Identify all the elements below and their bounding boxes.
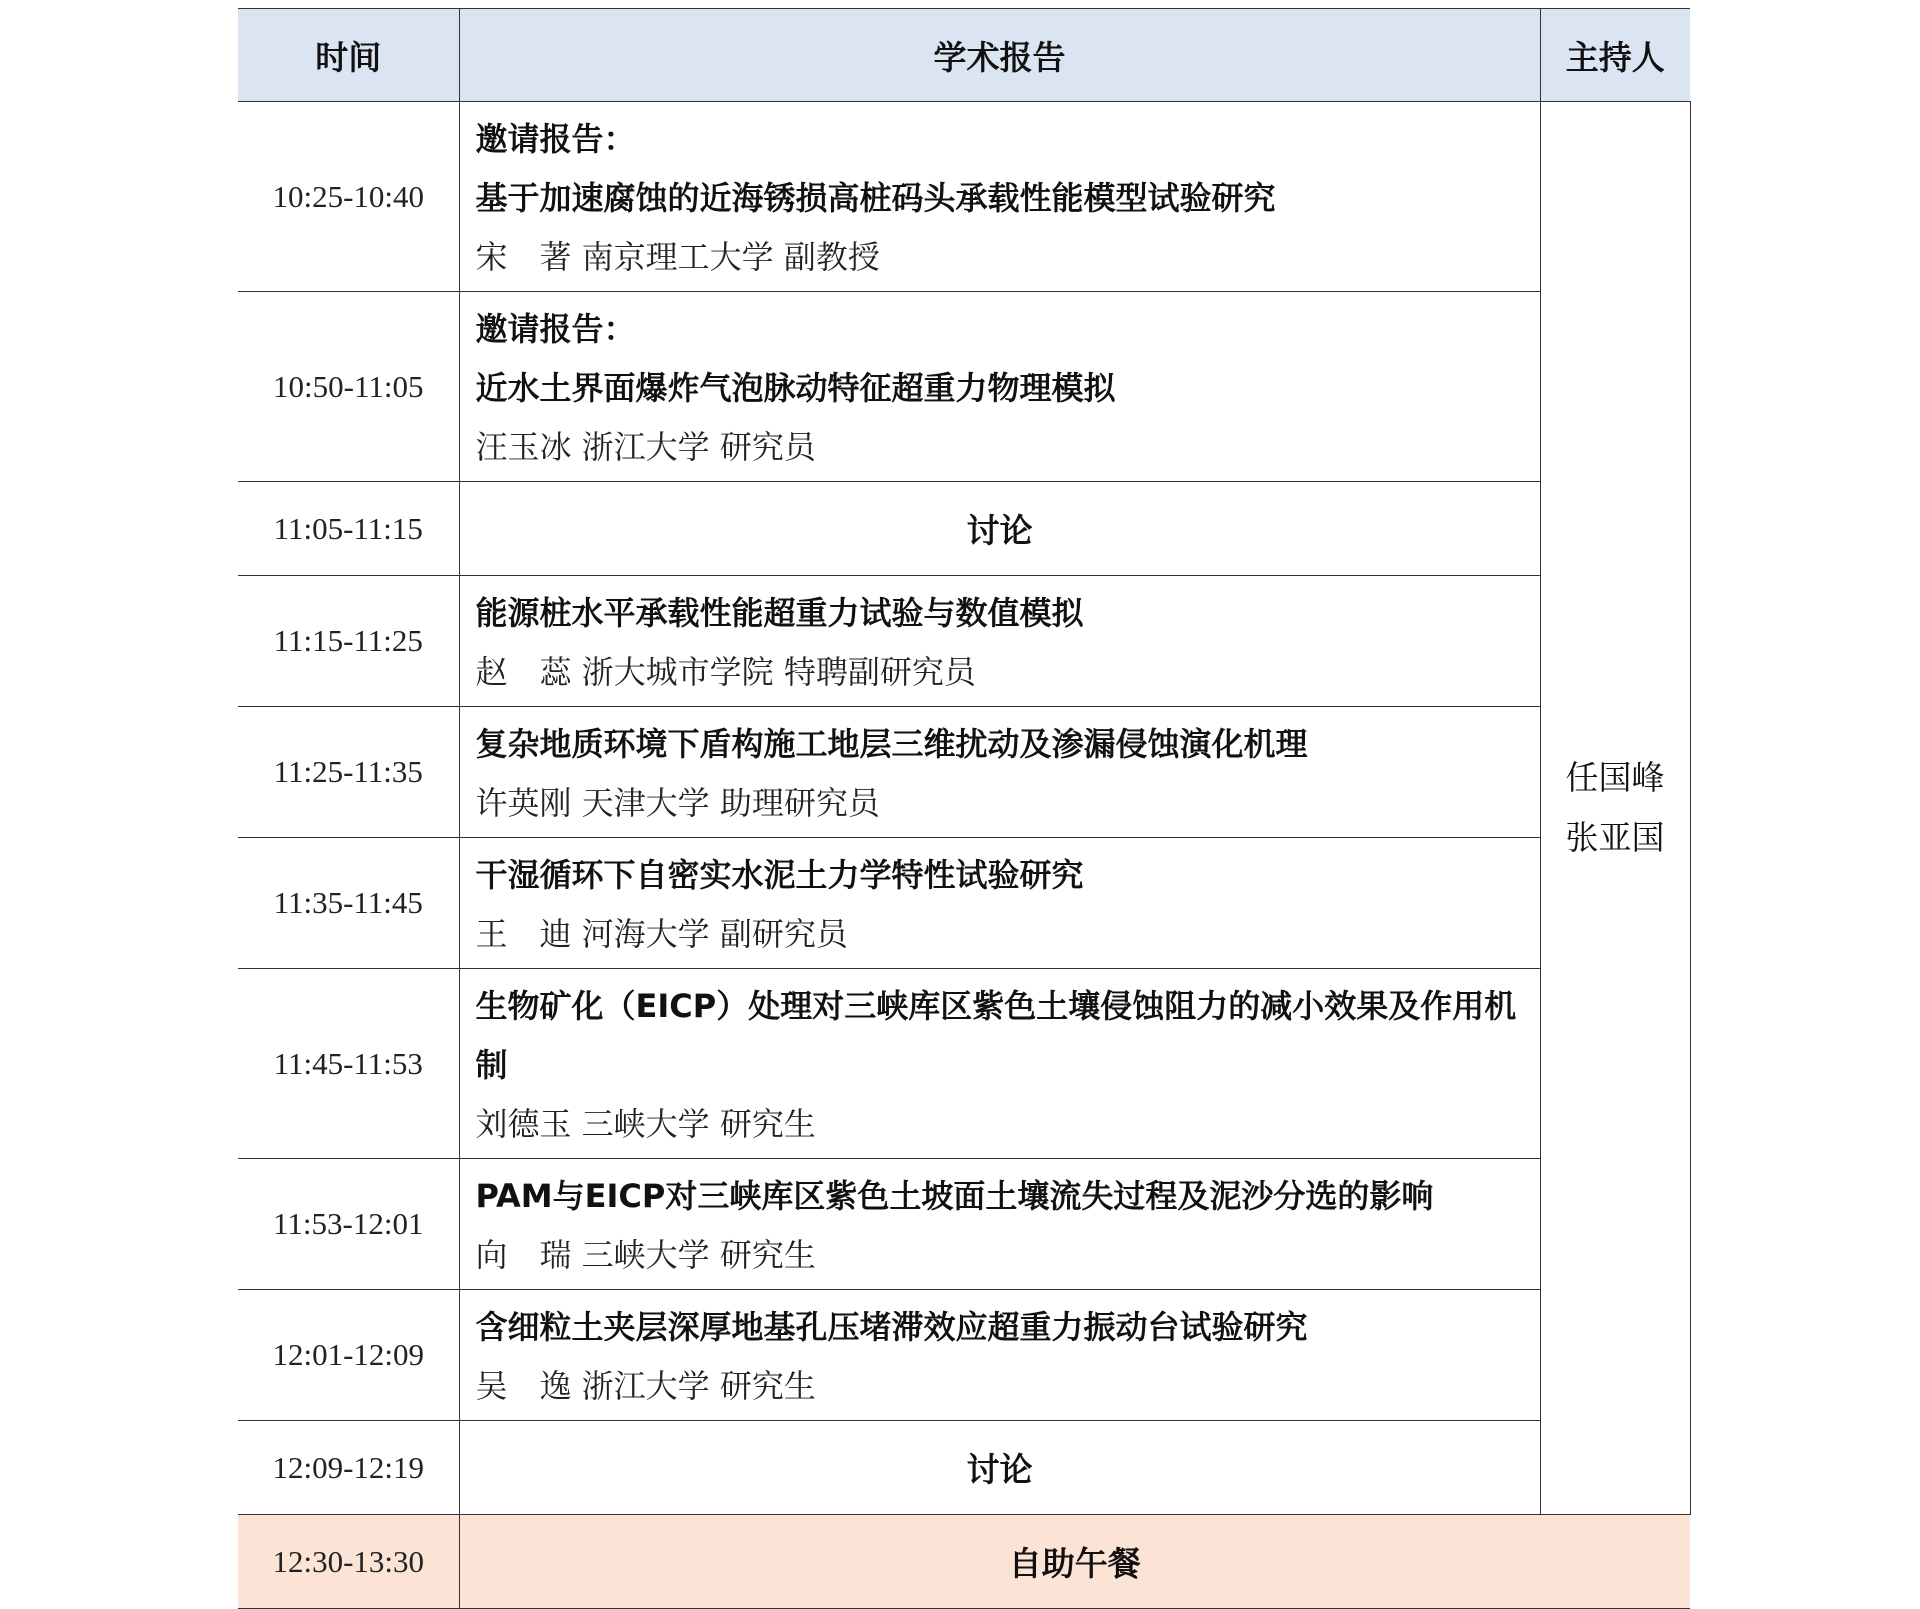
table-row bbox=[238, 1159, 1690, 1290]
time-cell: 12:30-13:30 bbox=[238, 1515, 459, 1609]
speaker-info: 汪玉冰 浙江大学 研究员 bbox=[475, 428, 816, 466]
talk-title: 复杂地质环境下盾构施工地层三维扰动及渗漏侵蚀演化机理 bbox=[475, 725, 1308, 763]
talk-title: 含细粒土夹层深厚地基孔压堵滞效应超重力振动台试验研究 bbox=[475, 1308, 1308, 1346]
talk-cell bbox=[459, 1290, 1540, 1421]
talk-cell bbox=[459, 969, 1540, 1159]
header-host: 主持人 bbox=[1540, 9, 1690, 102]
table-row bbox=[238, 576, 1690, 707]
speaker-info: 向 瑞 三峡大学 研究生 bbox=[475, 1236, 816, 1274]
time-cell: 10:50-11:05 bbox=[238, 292, 459, 482]
time-cell: 11:45-11:53 bbox=[238, 969, 459, 1159]
table-row bbox=[238, 838, 1690, 969]
speaker-info: 赵 蕊 浙大城市学院 特聘副研究员 bbox=[475, 653, 976, 691]
talk-title: 生物矿化（EICP）处理对三峡库区紫色土壤侵蚀阻力的减小效果及作用机制 bbox=[475, 987, 1517, 1084]
talk-cell bbox=[459, 838, 1540, 969]
table-row bbox=[238, 292, 1690, 482]
table-row bbox=[238, 1290, 1690, 1421]
talk-title: 近水土界面爆炸气泡脉动特征超重力物理模拟 bbox=[475, 369, 1116, 407]
time-cell: 11:15-11:25 bbox=[238, 576, 459, 707]
speaker-info: 许英刚 天津大学 助理研究员 bbox=[475, 784, 880, 822]
invited-label: 邀请报告： bbox=[475, 120, 636, 158]
speaker-info: 王 迪 河海大学 副研究员 bbox=[475, 915, 848, 953]
table-row bbox=[238, 102, 1690, 292]
discussion-cell: 讨论 bbox=[459, 482, 1540, 576]
speaker-info: 吴 逸 浙江大学 研究生 bbox=[475, 1367, 816, 1405]
speaker-info: 刘德玉 三峡大学 研究生 bbox=[475, 1105, 816, 1143]
talk-cell bbox=[459, 707, 1540, 838]
schedule-table bbox=[238, 8, 1691, 1609]
talk-title: 干湿循环下自密实水泥土力学特性试验研究 bbox=[475, 856, 1084, 894]
talk-title: 基于加速腐蚀的近海锈损高桩码头承载性能模型试验研究 bbox=[475, 179, 1276, 217]
talk-cell bbox=[459, 292, 1540, 482]
lunch-cell: 自助午餐 bbox=[459, 1515, 1690, 1609]
host-name: 任国峰 bbox=[1565, 758, 1665, 797]
table-row bbox=[238, 482, 1690, 576]
time-cell: 11:53-12:01 bbox=[238, 1159, 459, 1290]
talk-cell bbox=[459, 1159, 1540, 1290]
lunch-row bbox=[238, 1515, 1690, 1609]
time-cell: 12:01-12:09 bbox=[238, 1290, 459, 1421]
header-talk: 学术报告 bbox=[459, 9, 1540, 102]
time-cell: 12:09-12:19 bbox=[238, 1421, 459, 1515]
table-row bbox=[238, 1421, 1690, 1515]
talk-title: PAM与EICP对三峡库区紫色土坡面土壤流失过程及泥沙分选的影响 bbox=[475, 1177, 1434, 1215]
invited-label: 邀请报告： bbox=[475, 310, 636, 348]
discussion-cell: 讨论 bbox=[459, 1421, 1540, 1515]
header-row bbox=[238, 9, 1690, 102]
speaker-info: 宋 著 南京理工大学 副教授 bbox=[475, 238, 880, 276]
host-cell bbox=[1540, 102, 1690, 1515]
talk-title: 能源桩水平承载性能超重力试验与数值模拟 bbox=[475, 594, 1084, 632]
time-cell: 10:25-10:40 bbox=[238, 102, 459, 292]
talk-cell bbox=[459, 102, 1540, 292]
table-row bbox=[238, 707, 1690, 838]
host-name: 张亚国 bbox=[1565, 818, 1665, 857]
header-time: 时间 bbox=[238, 9, 459, 102]
time-cell: 11:25-11:35 bbox=[238, 707, 459, 838]
time-cell: 11:35-11:45 bbox=[238, 838, 459, 969]
talk-cell bbox=[459, 576, 1540, 707]
time-cell: 11:05-11:15 bbox=[238, 482, 459, 576]
table-row bbox=[238, 969, 1690, 1159]
